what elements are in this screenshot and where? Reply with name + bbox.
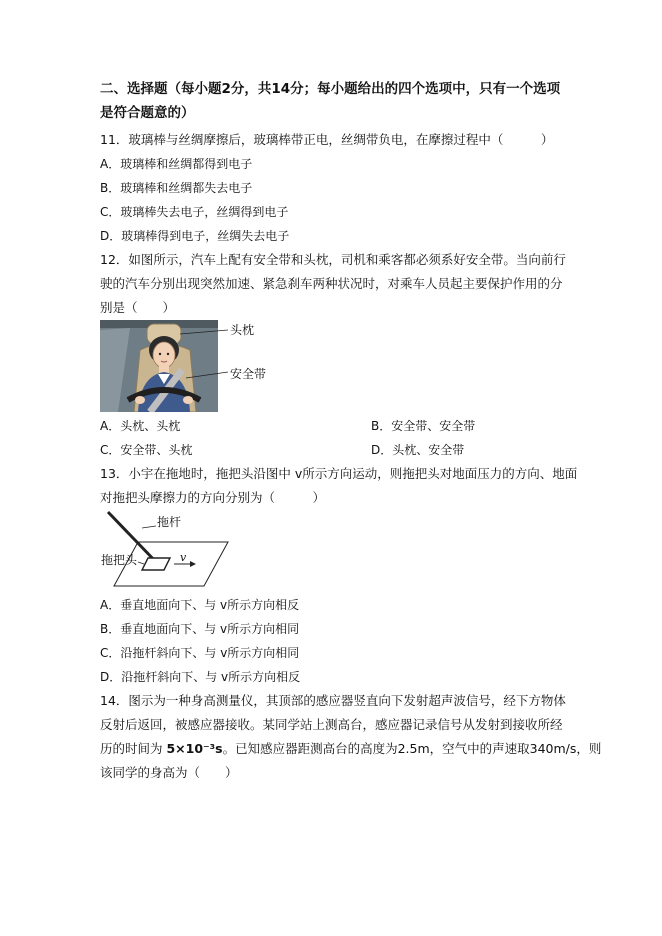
q14-stem-line3-prefix: 历的时间为 [100,741,167,756]
headrest-label: 头枕 [230,323,255,337]
q11-option-b[interactable]: B．玻璃棒和丝绸都失去电子 [100,181,253,195]
velocity-label: v [180,551,187,564]
q13-stem-line2: 对拖把头摩擦力的方向分别为（ ） [100,490,326,505]
q11-stem: 11．玻璃棒与丝绸摩擦后，玻璃棒带正电，丝绸带负电，在摩擦过程中（ ） [100,132,554,147]
q12-stem-line3: 别是（ ） [100,300,176,315]
mop-head [142,558,170,570]
section-heading-line2: 是符合题意的） [100,105,195,121]
q11-option-a[interactable]: A．玻璃棒和丝绸都得到电子 [100,157,253,171]
q13-option-a[interactable]: A．垂直地面向下、与 v所示方向相反 [100,598,300,612]
q13-stem-line1: 13．小宇在拖地时，拖把头沿图中 v所示方向运动，则拖把头对地面压力的方向、地面 [100,466,578,481]
seatbelt-label: 安全带 [230,367,267,381]
q12-option-d[interactable]: D．头枕、安全带 [371,443,465,457]
q12-option-b[interactable]: B．安全带、安全带 [371,419,476,433]
q14-stem-line2: 反射后返回，被感应器接收。某同学站上测高台，感应器记录信号从发射到接收所经 [100,717,563,732]
q14-time-value: 5×10⁻³s [166,741,223,756]
q13-option-c[interactable]: C．沿拖杆斜向下、与 v所示方向相同 [100,646,300,660]
q12-option-c[interactable]: C．安全带、头枕 [100,443,193,457]
q11-option-c[interactable]: C．玻璃棒失去电子，丝绸得到电子 [100,205,289,219]
q13-option-b[interactable]: B．垂直地面向下、与 v所示方向相同 [100,622,300,636]
q14-stem-line4: 该同学的身高为（ ） [100,765,238,780]
q14-stem-line3 [100,741,601,757]
q14-stem-line1: 14．图示为一种身高测量仪，其顶部的感应器竖直向下发射超声波信号，经下方物体 [100,693,566,708]
q13-option-d[interactable]: D．沿拖杆斜向下、与 v所示方向相反 [100,670,301,684]
mop-head-label: 拖把头 [101,553,138,567]
q11-option-d[interactable]: D．玻璃棒得到电子，丝绸失去电子 [100,229,290,243]
mop-rod-label: 拖杆 [157,515,182,529]
q14-stem-line3-suffix: 。已知感应器距测高台的高度为2.5m，空气中的声速取340m/s，则 [222,741,602,756]
q12-stem-line2: 驶的汽车分别出现突然加速、紧急刹车两种状况时，对乘车人员起主要保护作用的分 [100,276,563,291]
q12-option-a[interactable]: A．头枕、头枕 [100,419,181,433]
q12-stem-line1: 12．如图所示，汽车上配有安全带和头枕，司机和乘客都必须系好安全带。当向前行 [100,252,566,267]
section-heading-line1: 二、选择题（每小题2分，共14分；每小题给出的四个选项中，只有一个选项 [100,81,561,97]
